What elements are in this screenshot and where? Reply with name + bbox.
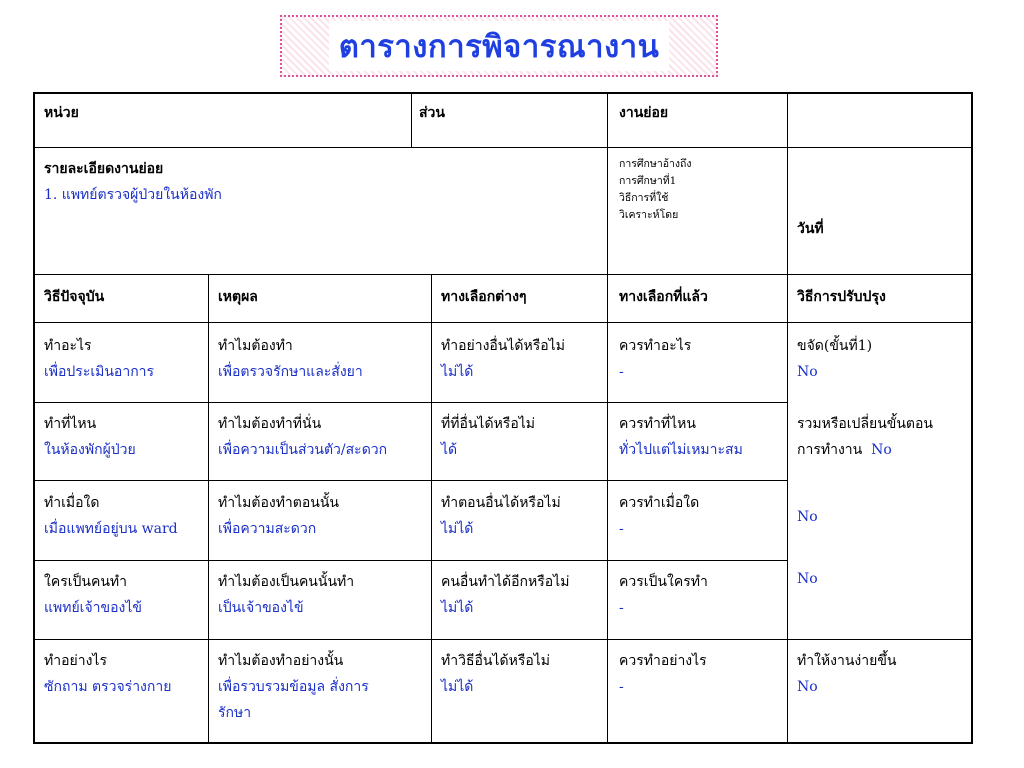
question-text: ทำไมต้องทำอย่างนั้น: [218, 653, 344, 669]
question-text: ควรทำเมื่อใด: [619, 495, 700, 511]
improve-simplify: [797, 648, 896, 700]
question-text: ทำอย่างไร: [44, 653, 107, 669]
question-text: ควรเป็นใครทำ: [619, 574, 708, 590]
question-text: ทำที่ไหน: [44, 416, 97, 432]
ref-study-1: การศึกษาที่1: [619, 175, 677, 187]
col-header-label: เหตุผล: [218, 289, 258, 305]
row-divider: [35, 147, 971, 148]
table-row-where-alt: [441, 411, 535, 463]
table-row-where-current: [44, 411, 136, 463]
question-text: ทำตอนอื่นได้หรือไม่: [441, 495, 561, 511]
col-header-label: วิธีปัจจุบัน: [44, 289, 105, 305]
table-row-what-reason: [218, 333, 363, 385]
table-row-when-current: [44, 490, 178, 542]
col-divider: [607, 94, 608, 274]
table-row-how-chosen: [619, 648, 707, 700]
answer-text: เพื่อความเป็นส่วนตัว/สะดวก: [218, 442, 388, 458]
answer-text: -: [619, 521, 624, 537]
subtask-cell: [619, 100, 668, 126]
question-text: ควรทำอย่างไร: [619, 653, 707, 669]
row-divider: [35, 639, 971, 640]
col-divider: [607, 274, 608, 742]
row-divider: [35, 322, 971, 323]
question-text: ทำไมต้องทำตอนนั้น: [218, 495, 339, 511]
section-label: ส่วน: [419, 105, 445, 121]
answer-text: -: [619, 364, 624, 380]
table-row-who-reason: [218, 569, 354, 621]
question-text: ทำอย่างอื่นได้หรือไม่: [441, 338, 565, 354]
question-text: ควรทำอะไร: [619, 338, 692, 354]
col-divider: [208, 274, 209, 742]
table-row-who-chosen: [619, 569, 708, 621]
answer-text: เพื่อความสะดวก: [218, 521, 317, 537]
table-row-what-chosen: [619, 333, 691, 385]
row-divider: [35, 560, 787, 561]
improve-answer: No: [797, 571, 818, 587]
date-label: วันที่: [797, 221, 824, 237]
col-header-label: ทางเลือกต่างๆ: [441, 289, 527, 305]
row-divider: [35, 274, 971, 275]
improve-answer: No: [797, 364, 818, 380]
answer-text: เพื่อตรวจรักษาและสั่งยา: [218, 364, 363, 380]
subtask-label: งานย่อย: [619, 105, 669, 121]
row-divider: [35, 402, 787, 403]
question-text: ทำวิธีอื่นได้หรือไม่: [441, 653, 551, 669]
question-text: ทำไมต้องเป็นคนนั้นทำ: [218, 574, 355, 590]
improve-answer: No: [797, 509, 818, 525]
question-text: ทำไมต้องทำที่นั่น: [218, 416, 322, 432]
analysis-table: [33, 92, 973, 744]
reference-cell: [619, 156, 692, 224]
improve-rearrange: [797, 504, 818, 530]
answer-text: -: [619, 600, 624, 616]
question-text: ควรทำที่ไหน: [619, 416, 696, 432]
page-title: ตารางการพิจารณางาน: [329, 21, 670, 71]
answer-text: เพื่อรวบรวมข้อมูล สั่งการ: [218, 679, 369, 695]
table-row-what-current: [44, 333, 154, 385]
table-row-when-chosen: [619, 490, 699, 542]
improve-who: [797, 566, 818, 592]
col-header-label: วิธีการปรับปรุง: [797, 289, 886, 305]
table-row-where-reason: [218, 411, 387, 463]
table-row-who-current: [44, 569, 142, 621]
col-header-reason: [218, 284, 258, 310]
answer-text: ทั่วไปแต่ไม่เหมาะสม: [619, 442, 743, 458]
improve-answer: No: [797, 679, 818, 695]
row-divider: [35, 480, 787, 481]
col-header-alternatives: [441, 284, 526, 310]
detail-label: รายละเอียดงานย่อย: [44, 161, 164, 177]
section-cell: [419, 100, 445, 126]
col-header-label: ทางเลือกที่แล้ว: [619, 289, 708, 305]
date-cell: [797, 216, 824, 242]
detail-item: 1. แพทย์ตรวจผู้ป่วยในห้องพัก: [44, 187, 222, 203]
col-header-improve: [797, 284, 886, 310]
improve-text: การทำงาน: [797, 442, 863, 458]
answer-text: ในห้องพักผู้ป่วย: [44, 442, 136, 458]
col-divider: [411, 94, 412, 147]
question-text: ทำเมื่อใด: [44, 495, 100, 511]
unit-cell: [44, 100, 79, 126]
table-row-where-chosen: [619, 411, 743, 463]
improve-answer: No: [871, 442, 892, 458]
table-row-how-current: [44, 648, 171, 700]
answer-text: ไม่ได้: [441, 679, 474, 695]
col-divider: [787, 94, 788, 742]
table-row-how-reason: [218, 648, 369, 726]
detail-cell: [44, 156, 222, 208]
answer-text: ไม่ได้: [441, 364, 474, 380]
question-text: ทำไมต้องทำ: [218, 338, 293, 354]
answer-text: แพทย์เจ้าของไข้: [44, 600, 142, 616]
table-row-when-reason: [218, 490, 339, 542]
answer-text: ไม่ได้: [441, 521, 474, 537]
title-banner: [280, 15, 718, 77]
answer-text: เมื่อแพทย์อยู่บน ward: [44, 521, 178, 537]
table-row-when-alt: [441, 490, 561, 542]
improve-combine: [797, 411, 933, 463]
question-text: ทำอะไร: [44, 338, 92, 354]
col-header-chosen: [619, 284, 708, 310]
unit-label: หน่วย: [44, 105, 79, 121]
ref-analyzed-by: วิเคราะห์โดย: [619, 209, 679, 221]
col-header-current: [44, 284, 104, 310]
answer-text: รักษา: [218, 705, 252, 721]
col-divider: [431, 274, 432, 742]
improve-text: ขจัด(ขั้นที่1): [797, 338, 873, 354]
question-text: ใครเป็นคนทำ: [44, 574, 127, 590]
table-row-what-alt: [441, 333, 565, 385]
question-text: ที่ที่อื่นได้หรือไม่: [441, 416, 535, 432]
improve-eliminate: [797, 333, 872, 385]
ref-study-cited: การศึกษาอ้างถึง: [619, 158, 692, 170]
improve-text: รวมหรือเปลี่ยนขั้นตอน: [797, 416, 934, 432]
table-row-who-alt: [441, 569, 569, 621]
answer-text: ซักถาม ตรวจร่างกาย: [44, 679, 172, 695]
answer-text: เป็นเจ้าของไข้: [218, 600, 304, 616]
ref-method-used: วิธีการที่ใช้: [619, 192, 669, 204]
improve-text: ทำให้งานง่ายขึ้น: [797, 653, 897, 669]
table-row-how-alt: [441, 648, 550, 700]
answer-text: เพื่อประเมินอาการ: [44, 364, 155, 380]
answer-text: -: [619, 679, 624, 695]
answer-text: ไม่ได้: [441, 600, 474, 616]
answer-text: ได้: [441, 442, 458, 458]
question-text: คนอื่นทำได้อีกหรือไม่: [441, 574, 570, 590]
